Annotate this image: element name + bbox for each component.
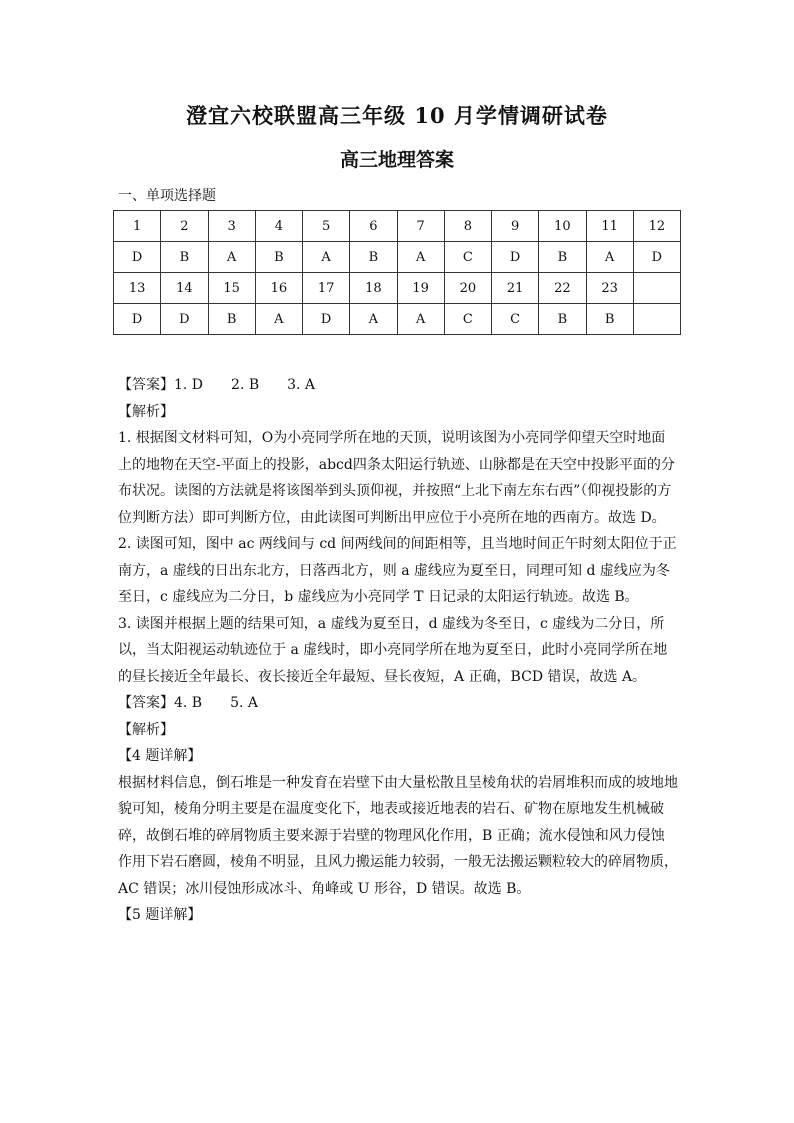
q5-detail-heading: 【5 题详解】 <box>118 907 202 923</box>
table-row <box>114 304 681 335</box>
section-heading: 一、单项选择题 <box>118 188 216 204</box>
page-subtitle: 高三地理答案 <box>339 149 454 171</box>
table-cell: 11 <box>586 211 633 242</box>
answer-line-4-5: 【答案】4. B 5. A <box>118 695 259 711</box>
table-cell: A <box>397 242 444 273</box>
table-cell: 16 <box>255 273 302 304</box>
table-cell: 1 <box>114 211 161 242</box>
table-cell: B <box>539 304 586 335</box>
explanation-q3: 3. 读图并根据上题的结果可知，a 虚线为夏至日，d 虚线为冬至日，c 虚线为二分日，所以，当太阳视运动轨迹位于 a 虚线时，即小亮同学所在地为夏至日，此时小亮同学所在地的昼长接近全年最长、夜长接近全年最短、昼长夜短，A 正确，BCD 错误，故选 A。 <box>118 615 668 685</box>
table-cell: 20 <box>444 273 491 304</box>
table-cell: 6 <box>350 211 397 242</box>
table-cell: B <box>539 242 586 273</box>
table-cell: C <box>492 304 539 335</box>
table-row <box>114 273 681 304</box>
table-cell: D <box>114 242 161 273</box>
table-cell: 21 <box>492 273 539 304</box>
table-cell: A <box>303 242 350 273</box>
table-cell: B <box>255 242 302 273</box>
table-row <box>114 242 681 273</box>
table-cell: B <box>350 242 397 273</box>
table-cell: A <box>208 242 255 273</box>
explanation-q1: 1. 根据图文材料可知，O为小亮同学所在地的天顶，说明该图为小亮同学仰望天空时地面上的地物在天空-平面上的投影，abcd四条太阳运行轨迹、山脉都是在天空中投影平面的分布状况。读图的方法就是将该图举到头顶仰视，并按照“上北下南左东右西”（仰视投影的方位判断方法）即可判断方位，由此读图可判断出甲应位于小亮所在地的西南方。故选 D。 <box>118 430 675 526</box>
table-cell: B <box>208 304 255 335</box>
page-title: 澄宜六校联盟高三年级 10 月学情调研试卷 <box>186 103 608 128</box>
table-cell: 19 <box>397 273 444 304</box>
table-cell: 15 <box>208 273 255 304</box>
table-cell: 17 <box>303 273 350 304</box>
table-cell: 12 <box>633 211 680 242</box>
analysis-heading-1: 【解析】 <box>118 403 174 420</box>
table-cell: A <box>350 304 397 335</box>
explanation-q4: 根据材料信息，倒石堆是一种发育在岩壁下由大量松散且呈棱角状的岩屑堆积而成的坡地地貌可知，棱角分明主要是在温度变化下，地表或接近地表的岩石、矿物在原地发生机械破碎，故倒石堆的碎屑物质主要来源于岩壁的物理风化作用，B 正确；流水侵蚀和风力侵蚀作用下岩石磨圆，棱角不明显，且风力搬运能力较弱，一般无法搬运颗粒较大的碎屑物质，AC 错误；冰川侵蚀形成冰斗、角峰或 U 形谷，D 错误。故选 B。 <box>118 774 678 897</box>
table-cell: 3 <box>208 211 255 242</box>
table-cell: 7 <box>397 211 444 242</box>
table-row <box>114 211 681 242</box>
table-cell: A <box>586 242 633 273</box>
table-cell: 5 <box>303 211 350 242</box>
table-cell: 4 <box>255 211 302 242</box>
table-cell: D <box>161 304 208 335</box>
table-cell: 8 <box>444 211 491 242</box>
table-cell: D <box>492 242 539 273</box>
answer-line-1-3: 【答案】1. D 2. B 3. A <box>118 377 316 393</box>
table-cell: D <box>633 242 680 273</box>
table-cell <box>633 273 680 304</box>
answer-explanations <box>118 372 678 929</box>
table-cell: A <box>255 304 302 335</box>
table-cell: B <box>586 304 633 335</box>
explanation-q2: 2. 读图可知，图中 ac 两线间与 cd 间两线间的间距相等，且当地时间正午时刻太阳位于正南方，a 虚线的日出东北方，日落西北方，则 a 虚线应为夏至日，同理可知 d 虚线应为冬至日，c 虚线应为二分日，b 虚线应为小亮同学 T 日记录的太阳运行轨迹。故选 B。 <box>118 536 677 605</box>
table-cell: 22 <box>539 273 586 304</box>
table-cell: A <box>397 304 444 335</box>
table-cell: 18 <box>350 273 397 304</box>
table-cell: 23 <box>586 273 633 304</box>
answer-table <box>113 210 681 335</box>
analysis-heading-2: 【解析】 <box>118 721 174 738</box>
table-cell: 10 <box>539 211 586 242</box>
q4-detail-heading: 【4 题详解】 <box>118 748 202 764</box>
table-cell: 14 <box>161 273 208 304</box>
table-cell <box>633 304 680 335</box>
table-cell: B <box>161 242 208 273</box>
table-cell: 9 <box>492 211 539 242</box>
table-cell: 2 <box>161 211 208 242</box>
table-cell: 13 <box>114 273 161 304</box>
table-cell: C <box>444 304 491 335</box>
table-cell: C <box>444 242 491 273</box>
table-cell: D <box>303 304 350 335</box>
table-cell: D <box>114 304 161 335</box>
